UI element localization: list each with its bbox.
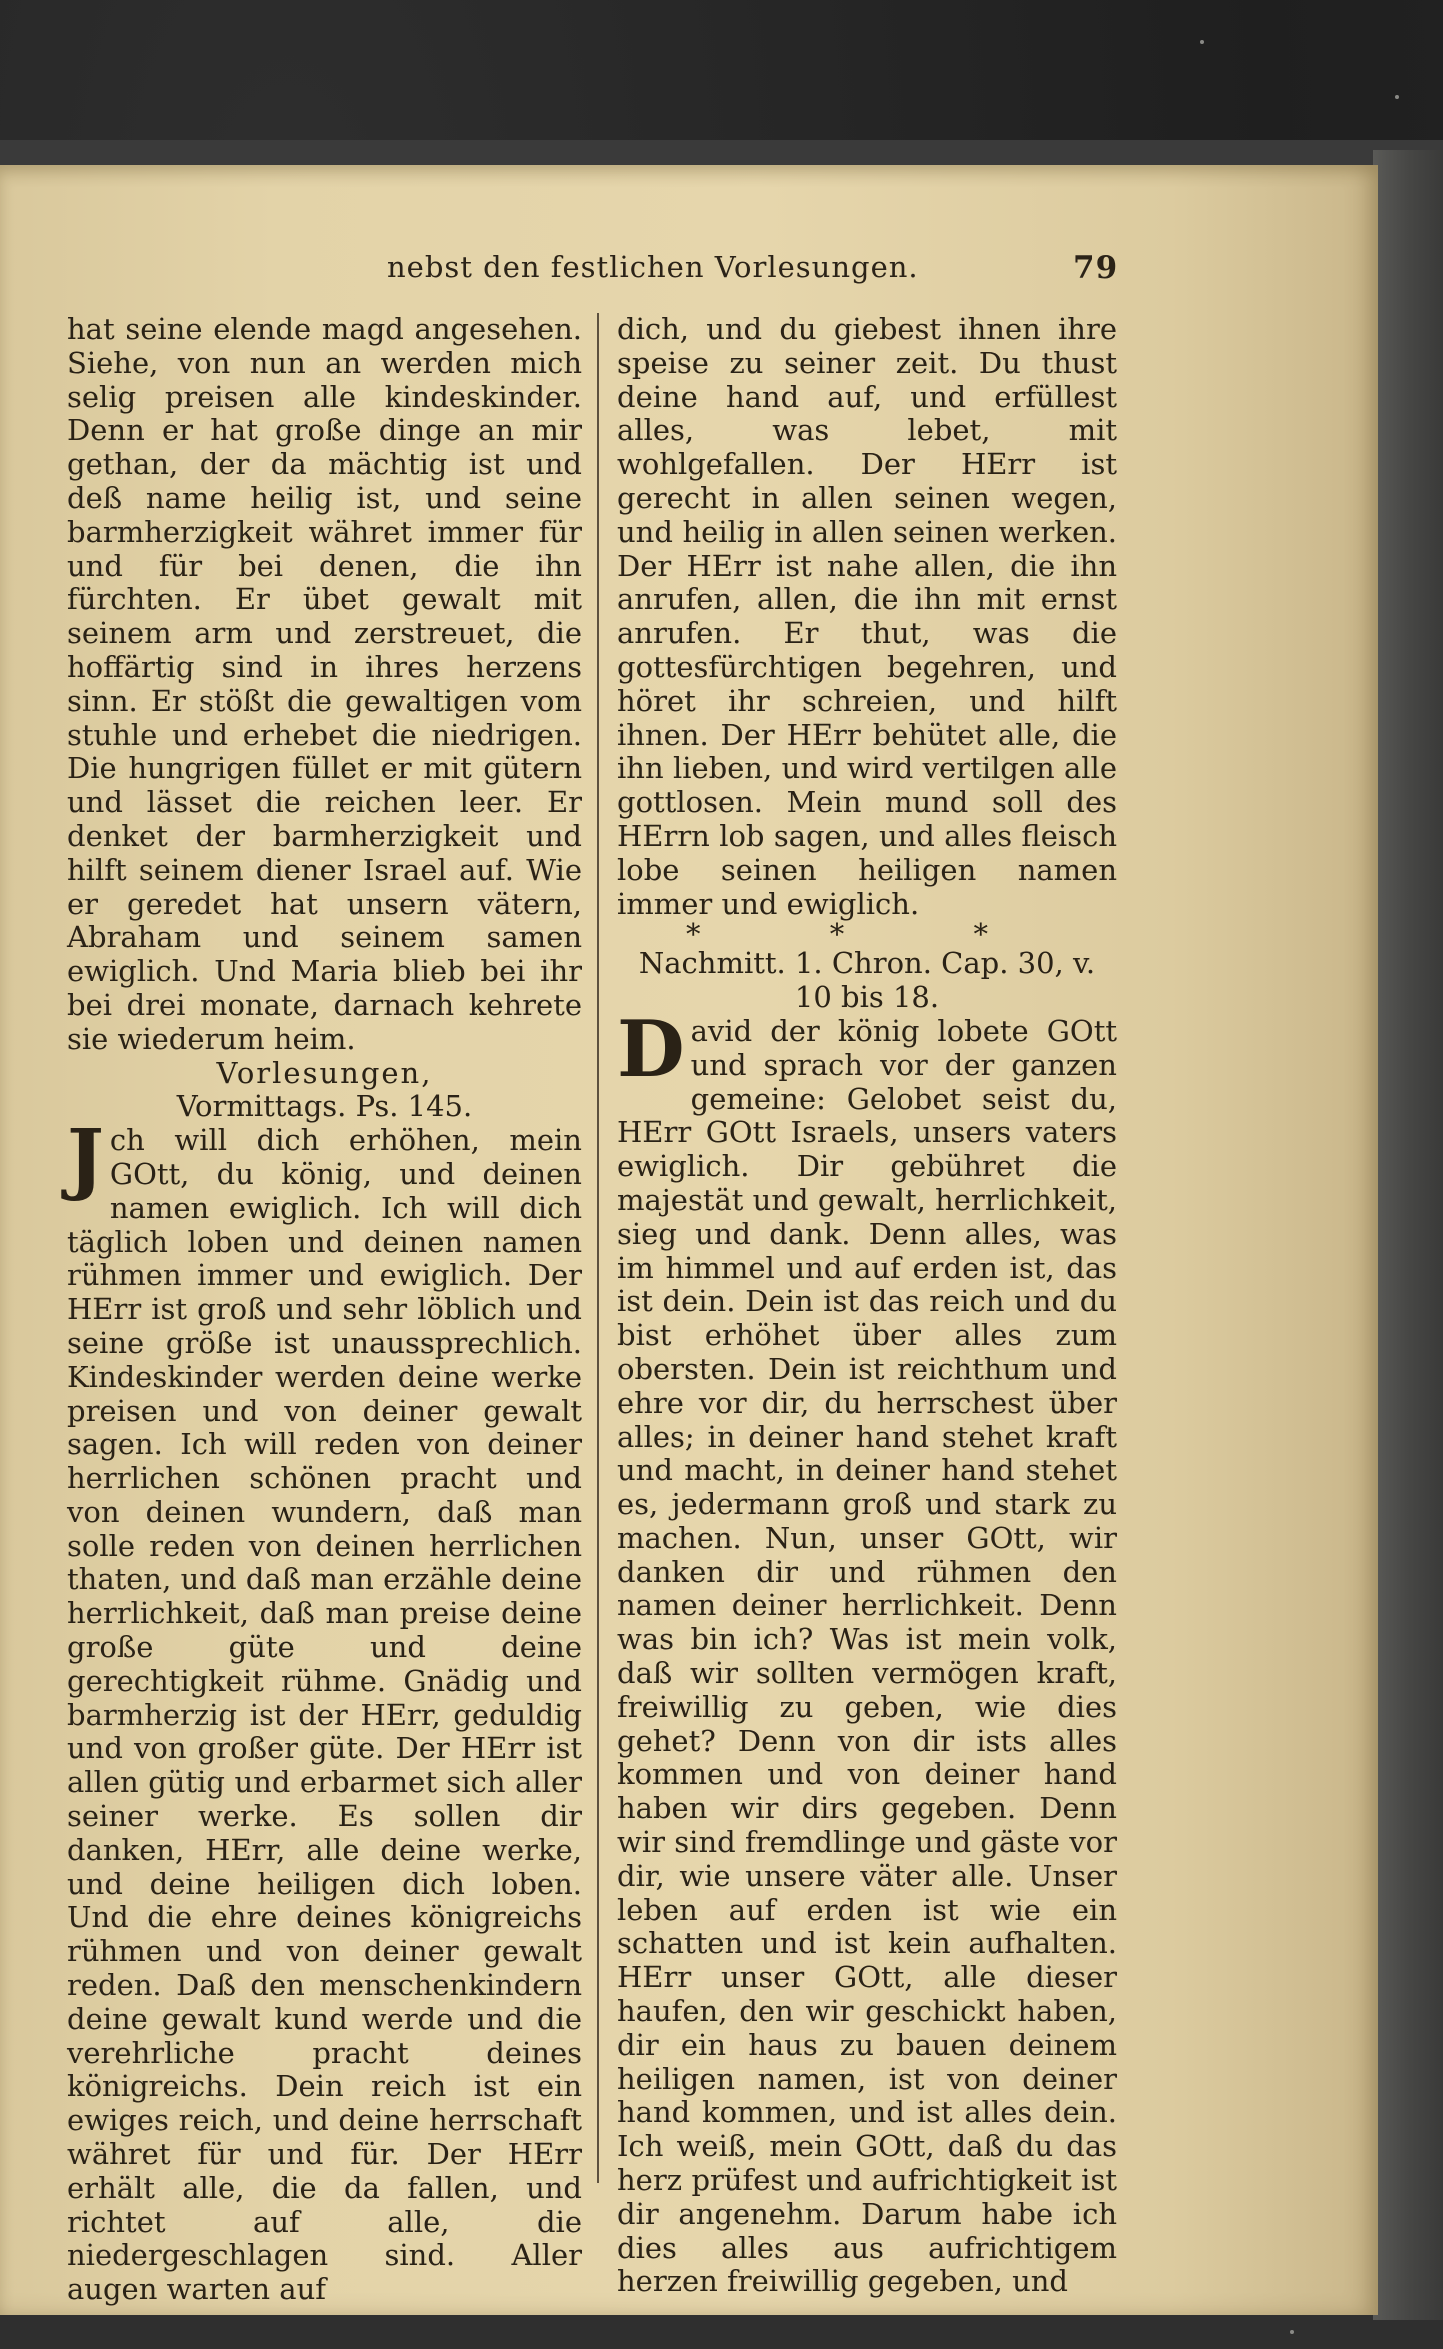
book-page (0, 165, 1378, 2315)
column-divider (597, 313, 599, 2183)
page-number: 79 (1073, 250, 1119, 286)
dust-speck (1290, 2330, 1294, 2334)
chronicles-paragraph (617, 1003, 1117, 2299)
magnificat-paragraph: hat seine elende magd angesehen. Siehe, von nun an werden mich selig preisen alle kindeskinder. Denn er hat große dinge an mir gethan, der da mächtig ist und deß name heilig ist, und seine barmherzigkeit währet immer für und für bei denen, die ihn fürchten. Er übet gewalt mit seinem arm und zerstreuet, die hoffärtig sind in ihres herzens sinn. Er stößt die gewaltigen vom stuhle und erhebet die niedrigen. Die hungrigen füllet er mit gütern und lässet die reichen leer. Er denket der barmherzigkeit und hilft seinem diener Israel auf. Wie er geredet hat unsern vätern, Abraham und seinem samen ewiglich. Und Maria blieb bei ihr bei drei monate, darnach kehrete sie wiederum heim. (67, 312, 582, 1056)
chronicles-text: avid der könig lobete GOtt und sprach vor der ganzen gemeine: Gelobet seist du, HErr GOtt Israels, unsers vaters ewiglich. Dir gebühret die majestät und gewalt, herrlichkeit, sieg und dank. Denn alles, was im himmel und auf erden ist, das ist dein. Dein ist das reich und du bist erhöhet über alles zum obersten. Dein ist reichthum und ehre vor dir, du herrschest über alles; in deiner hand stehet kraft und macht, in deiner hand stehet es, jedermann groß und stark zu machen. Nun, unser GOtt, wir danken dir und rühmen den namen deiner herrlichkeit. Denn was bin ich? Was ist mein volk, daß wir sollten vermögen kraft, freiwillig zu geben, wie dies gehet? Denn von dir ists alles kommen und von deiner hand haben wir dirs gegeben. Denn wir sind fremdlinge und gäste vor dir, wie unsere väter alle. Unser leben auf erden ist wie ein schatten und ist kein aufhalten. HErr unser GOtt, alle dieser haufen, den wir geschickt haben, dir ein haus zu bauen deinem heiligen namen, ist von deiner hand kommen, und ist alles dein. Ich weiß, mein GOtt, daß du das herz prüfest und aufrichtigkeit ist dir angenehm. Darum habe ich dies alles aus aufrichtigem herzen freiwillig gegeben, und (617, 1013, 1117, 2299)
psalm-paragraph (67, 1113, 582, 2307)
section-heading-afternoon: Nachmitt. 1. Chron. Cap. 30, v. 10 bis 18. (638, 946, 1096, 1015)
section-subheading: Vormittags. Ps. 145. (176, 1089, 473, 1124)
section-heading: Vorlesungen, (216, 1055, 433, 1090)
dust-speck (1395, 95, 1399, 99)
psalm-text: ch will dich erhöhen, mein GOtt, du könig, und deinen namen ewiglich. Ich will dich täglich loben und deinen namen rühmen immer und ewiglich. Der HErr ist groß und sehr löblich und seine größe ist unaussprechlich. Kindeskinder werden deine werke preisen und von deiner gewalt sagen. Ich will reden von deiner herrlichen schönen pracht und von deinen wundern, daß man solle reden von deinen herrlichen thaten, und daß man erzähle deine herrlichkeit, daß man preise deine große güte und deine gerechtigkeit rühme. Gnädig und barmherzig ist der HErr, geduldig und von großer güte. Der HErr ist allen gütig und erbarmet sich aller seiner werke. Es sollen dir danken, HErr, alle deine werke, und deine heiligen dich loben. Und die ehre deines königreichs rühmen und von deiner gewalt reden. Daß den menschenkindern deine gewalt kund werde und die verehrliche pracht deines königreichs. Dein reich ist ein ewiges reich, und deine herrschaft währet für und für. Der HErr erhält alle, die da fallen, und richtet auf alle, die niedergeschlagen sind. Aller augen warten auf (67, 1123, 582, 2307)
section-stars: * * * (686, 917, 1048, 952)
drop-cap: D (617, 1003, 685, 1095)
running-title: nebst den festlichen Vorlesungen. (387, 250, 919, 284)
dust-speck (1200, 40, 1204, 44)
right-text-column (617, 313, 1117, 2299)
drop-cap: J (67, 1113, 104, 1205)
page-header (0, 250, 1130, 300)
psalm-continuation-paragraph: dich, und du giebest ihnen ihre speise zu seiner zeit. Du thust deine hand auf, und erfüllest alles, was lebet, mit wohlgefallen. Der HErr ist gerecht in allen seinen wegen, und heilig in allen seinen werken. Der HErr ist nahe allen, die ihn anrufen, allen, die ihn mit ernst anrufen. Er thut, was die gottesfürchtigen begehren, und höret ihr schreien, und hilft ihnen. Der HErr behütet alle, die ihn lieben, und wird vertilgen alle gottlosen. Mein mund soll des HErrn lob sagen, und alles fleisch lobe seinen heiligen namen immer und ewiglich. (617, 312, 1117, 921)
left-text-column (67, 313, 582, 2307)
book-cover-side (1373, 150, 1443, 2320)
